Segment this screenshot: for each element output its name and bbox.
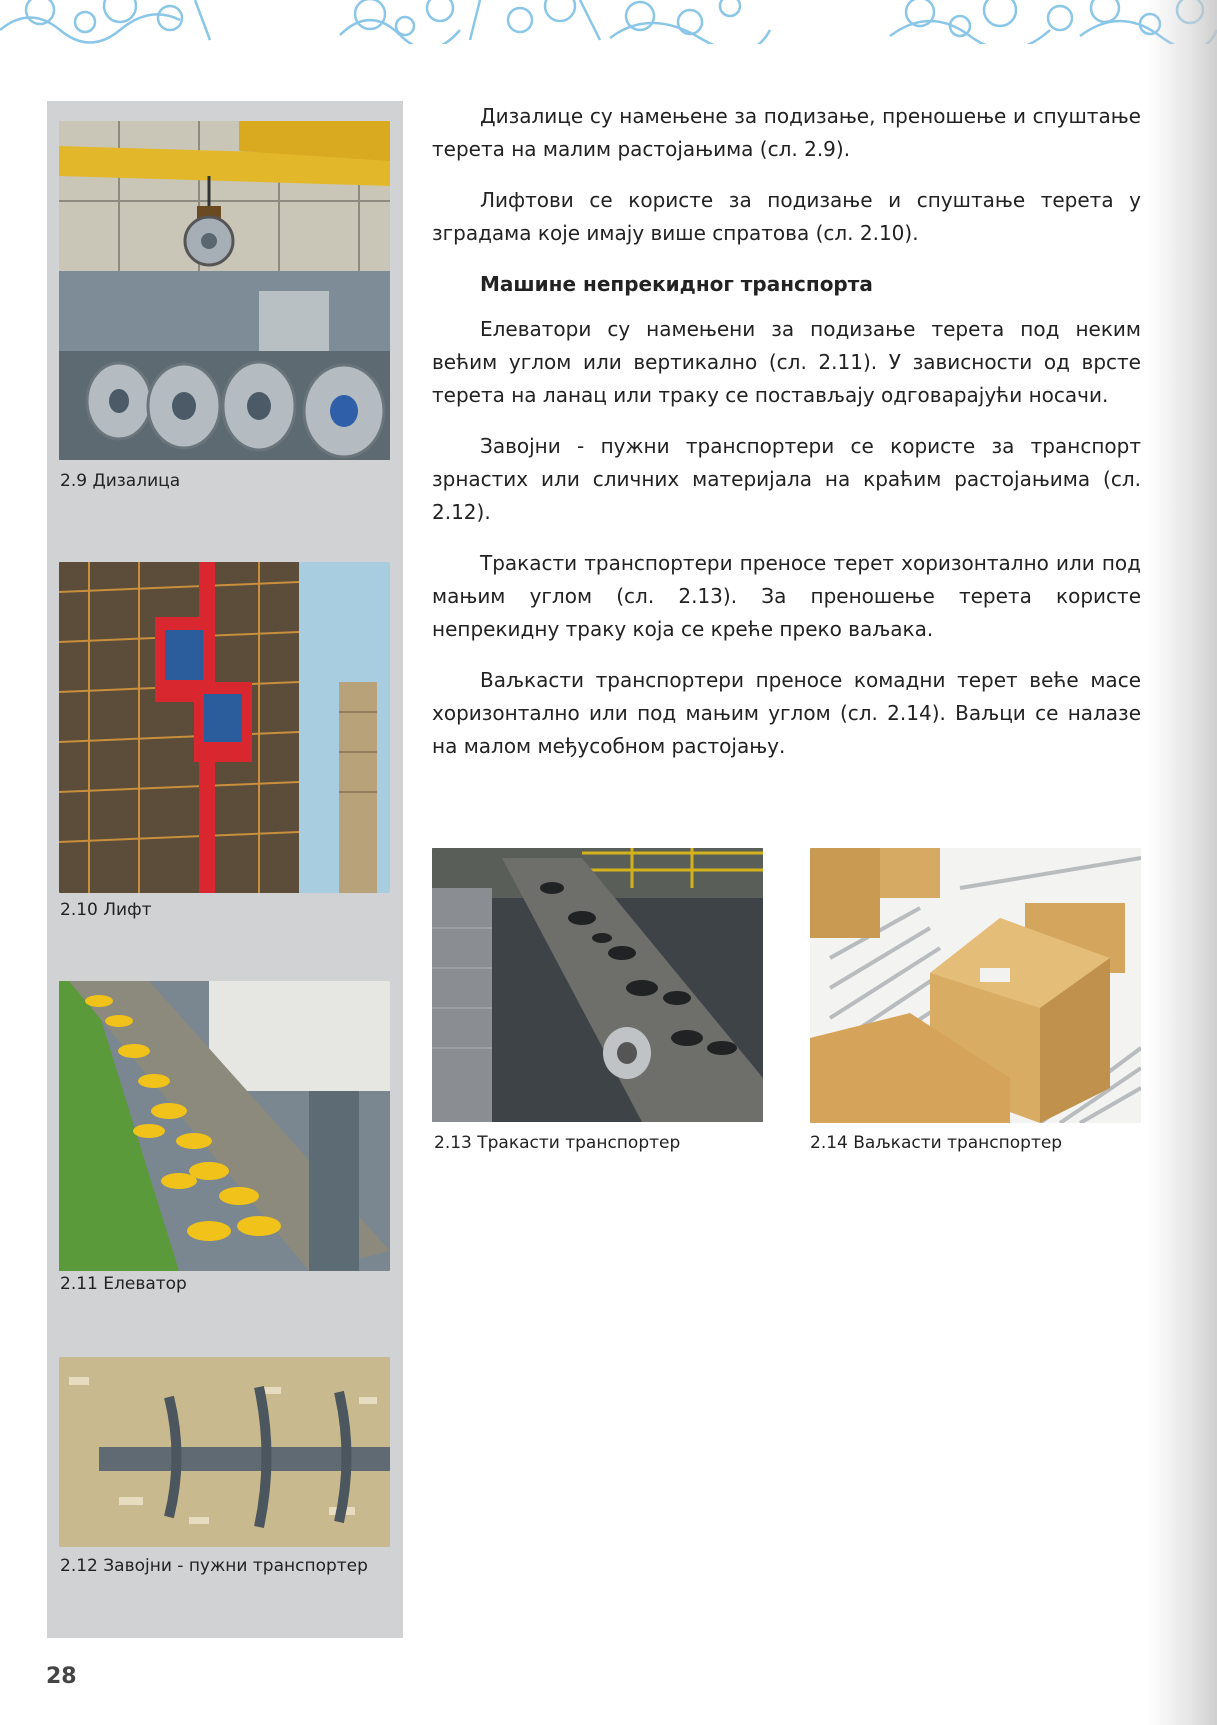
- figure-2-10-caption: 2.10 Лифт: [60, 900, 152, 920]
- body-text: [432, 100, 1141, 781]
- figure-2-14-caption: 2.14 Ваљкасти транспортер: [810, 1133, 1063, 1153]
- section-heading: Машине непрекидног транспорта: [480, 272, 873, 296]
- figure-2-9-crane-image: [59, 121, 390, 460]
- paragraph-lifts: Лифтови се користе за подизање и спуштање терета у зградама које имају више спратова (сл. 2.10).: [432, 188, 1141, 245]
- figure-2-10-lift-image: [59, 562, 390, 893]
- figure-2-11-elevator-image: [59, 981, 390, 1271]
- figure-2-11-caption: 2.11 Елеватор: [60, 1274, 187, 1294]
- figure-2-13-caption: 2.13 Тракасти транспортер: [434, 1133, 681, 1153]
- paragraph-roller-conveyors: Ваљкасти транспортери преносе комадни терет веће масе хоризонтално или под мањим углом (сл. 2.14). Ваљци се налазе на малом међусобном растојању.: [432, 668, 1141, 758]
- paragraph-cranes: Дизалице су намењене за подизање, преношење и спуштање терета на малим растојањима (сл. 2.9).: [432, 104, 1141, 161]
- paragraph-screw-conveyors: Завојни - пужни транспортери се користе за транспорт зрнастих или сличних материјала на краћим растојањима (сл. 2.12).: [432, 434, 1141, 524]
- header-decoration: [0, 0, 1217, 44]
- page-edge-shadow: [1147, 0, 1217, 1725]
- figure-2-13-belt-conveyor-image: [432, 848, 763, 1122]
- figure-2-9-caption: 2.9 Дизалица: [60, 471, 181, 491]
- figure-2-12-screw-conveyor-image: [59, 1357, 390, 1547]
- page-number: 28: [46, 1664, 77, 1689]
- paragraph-elevators: Елеватори су намењени за подизање терета под неким већим углом или вертикално (сл. 2.11). У зависности од врсте терета на ланац или траку се постављају одговарајући носачи.: [432, 317, 1141, 407]
- paragraph-belt-conveyors: Тракасти транспортери преносе терет хоризонтално или под мањим углом (сл. 2.13). За преношење терета користе непрекидну траку која се креће преко ваљака.: [432, 551, 1141, 641]
- figure-2-14-roller-conveyor-image: [810, 848, 1141, 1123]
- figure-2-12-caption: 2.12 Завојни - пужни транспортер: [60, 1556, 368, 1576]
